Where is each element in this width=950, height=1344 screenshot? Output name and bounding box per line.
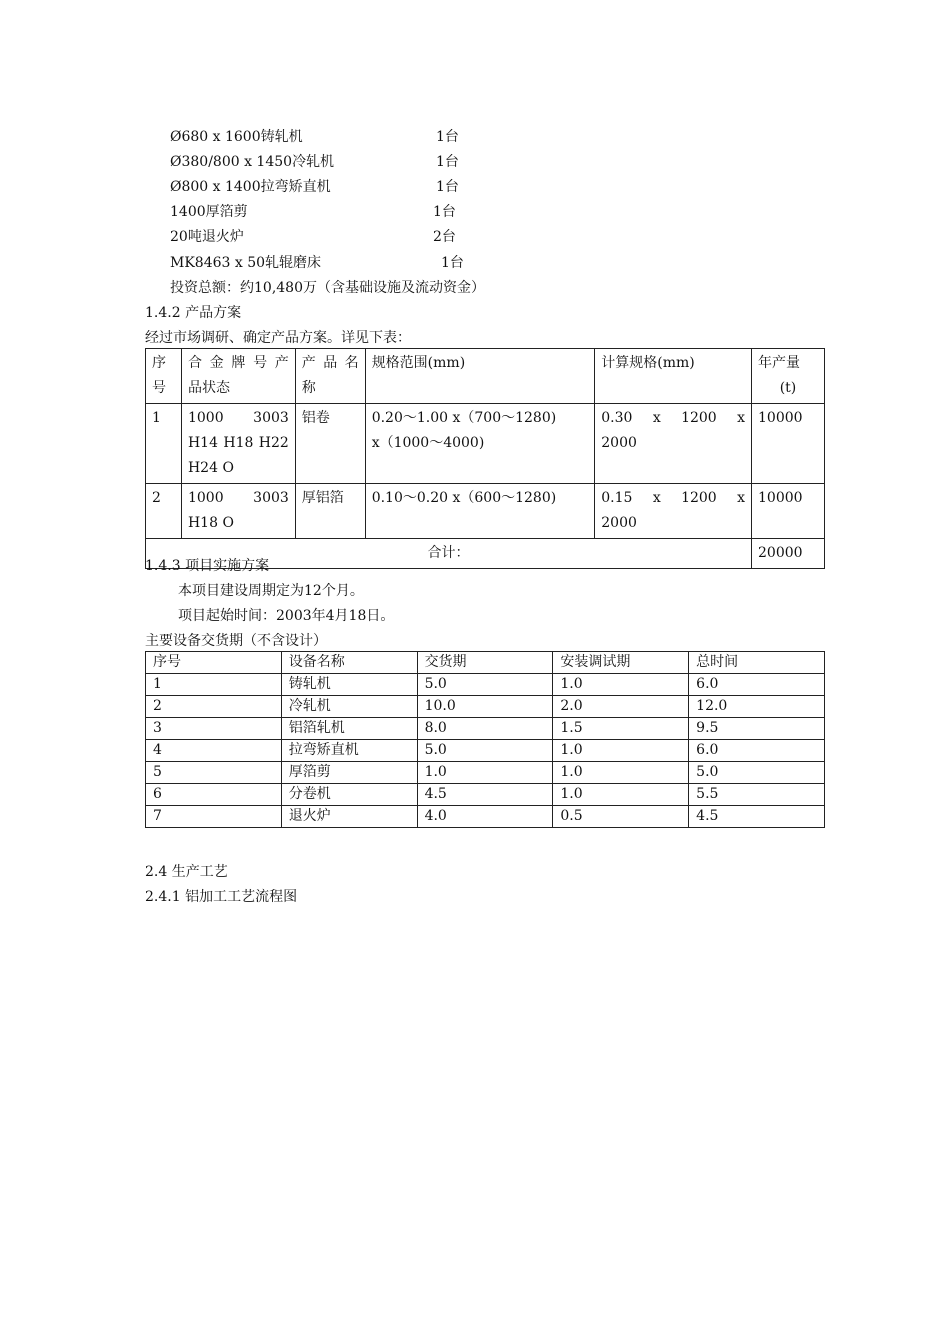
section-heading-1-4-3: 1.4.3 项目实施方案 bbox=[145, 558, 270, 574]
header-calc-spec: 计算规格(mm) bbox=[595, 349, 752, 404]
document-page: Ø680 x 1600铸轧机 1台 Ø380/800 x 1450冷轧机 1台 Ø800 x 1400拉弯矫直机 1台 1400厚箔剪 1台 20吨退火炉 2台 MK8463 x 50轧辊磨床 1台 投资总额：约10,480万（含基础设施及流动资金） 1.4.2 产品方案 经过市场调研、确定产品方案。详见下表： 序 号 合金牌号产 品状态 产品名 称 规格范围(mm) 计算规格(mm) 年产量 (t) 1 1000 3003 H14 H18 H22 H24 O 铝卷 0.20～1.00 x（700～1280) x（1000～4000) 0.30 x 1200 x 2000 10000 2 1000 3003 H18 O 厚铝箔 0.10～0.20 x（600～1280) 0.15 x 1200 x 2000 10000 合计： 20000 1.4.3 项目实施方案 本项目建设周期定为12个月。 项目起始时间：2003年4月18日。 主要设备交货期（不含设计） 序号 设备名称 交货期 安装调试期 总时间 1 铸轧机 5.0 1.0 6.0 2 冷轧机 10.0 2.0 12.0 3 铝箔轧机 8.0 1.5 9.5 4 拉弯矫直机 5.0 1.0 6.0 5 厚箔剪 1.0 1.0 5.0 6 分卷机 4.5 1.0 5.5 7 退火炉 4.0 0.5 4.5 2.4 生产工艺 2.4.1 铝加工工艺流程图 bbox=[0, 0, 950, 1344]
table-row: 5 厚箔剪 1.0 1.0 5.0 bbox=[146, 762, 825, 784]
table-row: 1 1000 3003 H14 H18 H22 H24 O 铝卷 0.20～1.00 x（700～1280) x（1000～4000) 0.30 x 1200 x 2000 10000 bbox=[146, 404, 825, 484]
header-no: 序 号 bbox=[146, 349, 182, 404]
product-intro: 经过市场调研、确定产品方案。详见下表： bbox=[145, 330, 411, 346]
table-total-row: 合计： 20000 bbox=[146, 539, 825, 569]
header-alloy: 合金牌号产 品状态 bbox=[181, 349, 295, 404]
section-heading-2-4: 2.4 生产工艺 bbox=[145, 864, 228, 880]
table-row: 7 退火炉 4.0 0.5 4.5 bbox=[146, 806, 825, 828]
header-annual-output: 年产量 (t) bbox=[752, 349, 825, 404]
start-date: 项目起始时间：2003年4月18日。 bbox=[178, 608, 395, 624]
table-row: 6 分卷机 4.5 1.0 5.5 bbox=[146, 784, 825, 806]
table-header-row bbox=[146, 349, 825, 404]
table-row: 4 拉弯矫直机 5.0 1.0 6.0 bbox=[146, 740, 825, 762]
section-heading-2-4-1: 2.4.1 铝加工工艺流程图 bbox=[145, 889, 298, 905]
product-table bbox=[145, 348, 825, 569]
header-spec-range: 规格范围(mm) bbox=[365, 349, 595, 404]
table-row: 3 铝箔轧机 8.0 1.5 9.5 bbox=[146, 718, 825, 740]
header-product: 产品名 称 bbox=[295, 349, 365, 404]
table-row: 2 1000 3003 H18 O 厚铝箔 0.10～0.20 x（600～1280) 0.15 x 1200 x 2000 10000 bbox=[146, 484, 825, 539]
investment-total: 投资总额：约10,480万（含基础设施及流动资金） bbox=[170, 280, 485, 296]
table-header-row: 序号 设备名称 交货期 安装调试期 总时间 bbox=[146, 652, 825, 674]
table-row: 1 铸轧机 5.0 1.0 6.0 bbox=[146, 674, 825, 696]
section-heading-1-4-2: 1.4.2 产品方案 bbox=[145, 305, 242, 321]
delivery-table-title: 主要设备交货期（不含设计） bbox=[145, 633, 327, 649]
construction-period: 本项目建设周期定为12个月。 bbox=[178, 583, 364, 599]
table-row: 2 冷轧机 10.0 2.0 12.0 bbox=[146, 696, 825, 718]
delivery-table bbox=[145, 651, 825, 828]
